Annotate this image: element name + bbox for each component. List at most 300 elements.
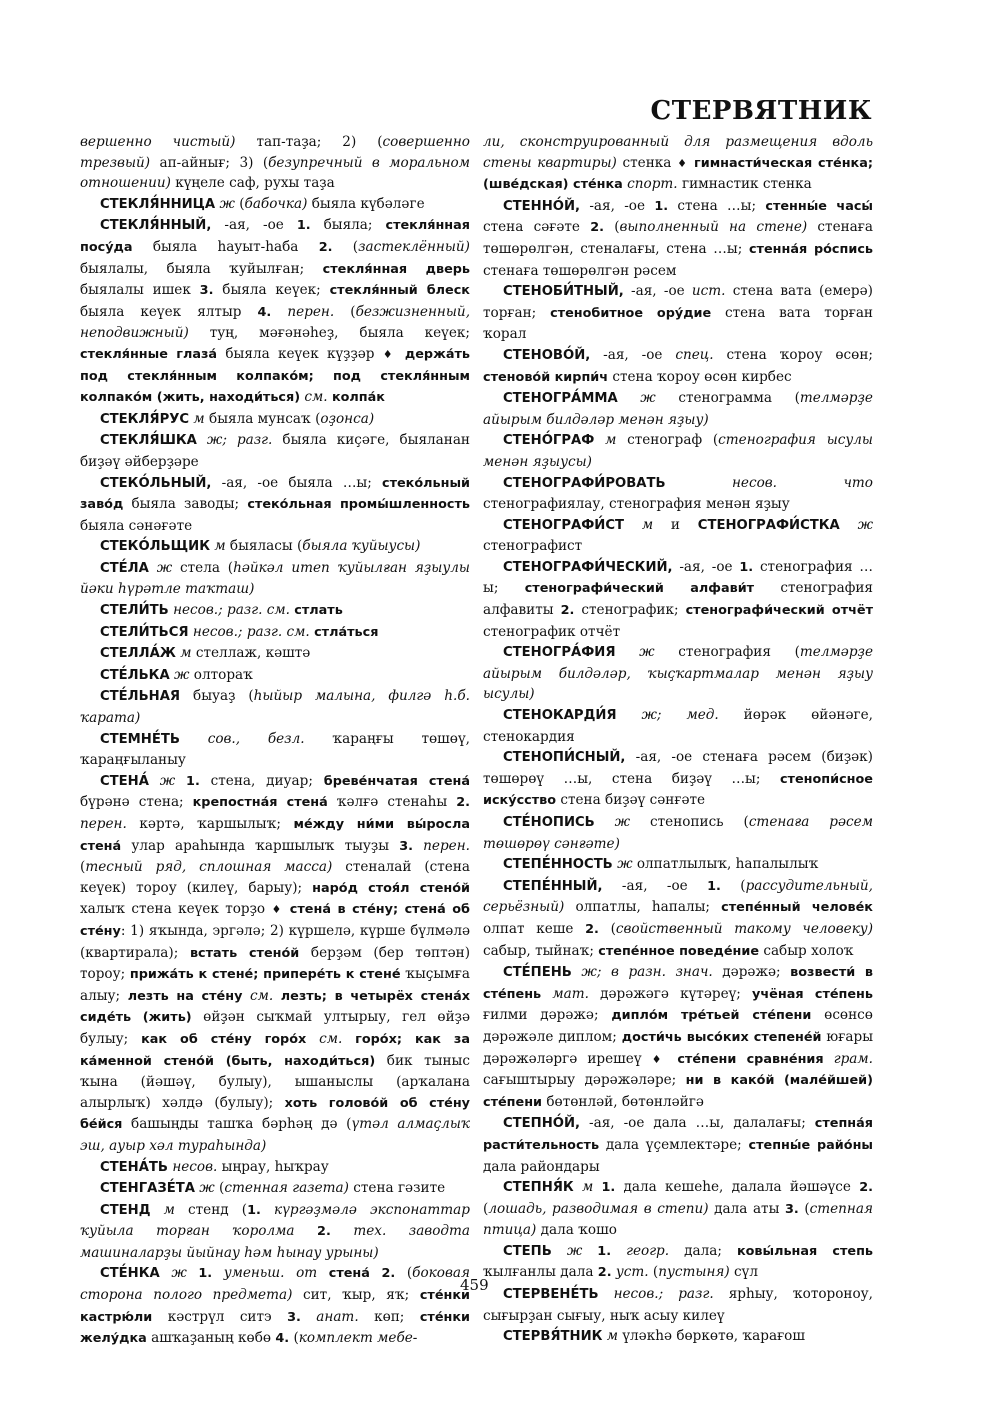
entry-headword: СТЕНГАЗЕ́ТА (100, 1181, 195, 1197)
bold-phrase: степе́нный челове́к (721, 900, 873, 916)
italic-gloss: ж (639, 644, 655, 661)
bold-phrase: 2. (590, 220, 604, 236)
entry-text: ( (648, 1264, 659, 1281)
entry-text (331, 1223, 354, 1239)
dictionary-entry (483, 430, 873, 472)
entry-text: -ая, -ое (623, 283, 692, 300)
entry-text (301, 1309, 316, 1325)
bold-phrase: стекля́нные глаза́ (80, 346, 218, 362)
entry-text (212, 1265, 224, 1281)
entry-text: быяла һауыт-һаба (132, 238, 319, 255)
italic-gloss: күргәҙмәлә экспонаттар ҡуйыла торған ҡоролма (80, 1201, 470, 1240)
entry-text: -ая, -ое (602, 877, 708, 894)
entry-text: башыңды ташҡа бәрһәң дә ( (122, 1116, 352, 1133)
entry-headword: СТЕНА́ТЬ (100, 1159, 168, 1175)
dictionary-entry (80, 729, 470, 771)
entry-text (197, 432, 207, 448)
italic-gloss: тех. заводта машиналарҙы йыйнау һәм һынау урыны) (80, 1223, 471, 1261)
italic-gloss: степная птица) (483, 1200, 873, 1239)
entry-text: ( (603, 219, 620, 236)
entry-text: стенаға төшөрөлгән рәсем (483, 262, 677, 279)
dictionary-entry (483, 747, 873, 812)
entry-text: халыҡ стена кеүек торҙо (80, 901, 272, 918)
entry-text: күңеле саф, рухы таҙа (170, 175, 335, 192)
bold-phrase: стекля́нная дверь (322, 261, 470, 277)
entry-text: стенаға төшөрөлгән, стеналағы, стена …ы; (483, 219, 873, 257)
entry-headword: СТЕРВЯ́ТНИК (503, 1329, 603, 1345)
entry-text: быяла күбәләге (307, 195, 425, 212)
italic-gloss: перен. (287, 303, 335, 320)
entry-text: юғары дәрәжәләргә ирешеү (483, 1028, 874, 1067)
bold-phrase: 1. (247, 1202, 261, 1218)
entry-text: ( (80, 859, 86, 876)
bold-phrase: сте́нки кастрю́ли (80, 1288, 470, 1325)
entry-text: көп; (358, 1308, 420, 1325)
entry-text (180, 731, 208, 747)
entry-headword: СТЕПЬ (503, 1243, 552, 1259)
entry-text: ( (483, 1200, 489, 1217)
entry-text: стена вата торған ҡорал (483, 304, 873, 343)
entry-text: быяласы ( (225, 538, 303, 555)
italic-gloss: м (641, 516, 654, 533)
entry-text: дала үҫемлектәре; (599, 1136, 749, 1153)
entry-text: ҡараңғы төшөү, ҡараңғыланыу (80, 730, 470, 769)
entry-text: и (653, 516, 698, 533)
dictionary-entry (483, 345, 873, 388)
entry-text: стенопись ( (630, 814, 749, 830)
italic-gloss: стенография ысулы менән яҙыусы) (483, 432, 873, 470)
italic-gloss: ж (199, 1180, 215, 1197)
bold-phrase: 3. (199, 283, 214, 299)
bold-phrase: бреве́нчатая стена́ (323, 773, 470, 789)
entry-headword: СТЕПЕ́ННЫЙ, (503, 878, 603, 894)
italic-gloss: ист. (691, 283, 726, 300)
entry-text (624, 517, 642, 533)
entry-text: стеллаж, кәштә (191, 645, 311, 662)
bold-phrase: колпа́к (331, 390, 385, 406)
entry-headword: СТЕНОВО́Й, (503, 347, 591, 363)
entry-text (552, 1243, 567, 1259)
bold-phrase: 1. (296, 218, 311, 234)
bold-phrase: хоть голово́й об сте́ну бе́йся (80, 1095, 471, 1133)
italic-gloss: һәйкәл итеп ҡуйылған яҙыулы йәки һүрәтле таҡташ) (80, 559, 470, 598)
bold-phrase: 3. (287, 1309, 301, 1325)
italic-gloss: ж (640, 390, 656, 407)
entry-text: ( (334, 303, 356, 320)
italic-gloss: застеклённый) (358, 238, 470, 255)
entry-text: быяла заводы; (123, 496, 248, 513)
entry-headword: СТЕНОГРАФИ́СТ (503, 517, 624, 533)
bold-phrase: стенографи́ческий отчёт (685, 603, 873, 619)
italic-gloss: безупречный в моральном отношении) (80, 154, 470, 192)
entry-text: олпатлы, һапалы; (564, 899, 722, 916)
entry-text: сит, ҡыр, яҡ; (292, 1287, 420, 1304)
entry-text (397, 346, 405, 362)
running-head: СТЕРВЯТНИК (650, 96, 872, 126)
entry-headword: СТЕНОКАРДИ́Я (503, 708, 617, 724)
entry-text (342, 1031, 355, 1047)
bold-phrase: стеко́льный заво́д (80, 475, 470, 513)
dictionary-entry (483, 281, 873, 345)
entry-headword: СТЕ́ЛА (100, 560, 149, 576)
italic-gloss: лошадь, разводимая в степи) (488, 1200, 709, 1217)
entry-text: дала кешеһе, далала йәшәүсе (615, 1179, 860, 1196)
bold-phrase: 1. (186, 773, 200, 789)
italic-gloss: см. (304, 389, 328, 406)
entry-text: быяла кеүек ялтыр (80, 303, 258, 320)
entry-text: сүл (729, 1264, 758, 1281)
entry-headword: СТЕКЛЯ́РУС (100, 411, 190, 427)
entry-text: гимнастик стенка (677, 176, 812, 193)
italic-gloss: ж (159, 772, 176, 789)
entry-text: стена биҙәү сәнғәте (556, 792, 706, 809)
italic-gloss: несов.; разг. см. (192, 623, 310, 640)
entry-text: -ая, -ое дала …ы, далалағы; (580, 1115, 815, 1132)
italic-gloss: перен. (80, 816, 127, 832)
entry-text: стена ҡороу өсөн; (713, 346, 873, 363)
dictionary-entry (80, 643, 470, 665)
dictionary-entry (80, 1263, 470, 1349)
italic-gloss: тесный ряд, сплошная масса) (85, 859, 333, 876)
italic-gloss: ж (156, 559, 173, 576)
entry-text: быяла киҫәге, быяланан биҙәү әйберҙәре (80, 432, 470, 470)
entry-headword: СТЕНОГРАФИ́СТКА (697, 517, 840, 533)
entry-headword: СТЕНД (100, 1202, 151, 1218)
entry-text: өсөнсө дәрәжәле диплом; (483, 1007, 873, 1045)
entry-text: олтораҡ (189, 666, 253, 683)
italic-gloss: перен. (423, 837, 470, 854)
bold-phrase: 1. (707, 878, 721, 894)
bold-phrase: 2. (560, 603, 575, 619)
bold-phrase: 3. (399, 838, 413, 854)
entry-text (413, 838, 423, 854)
dictionary-entry (483, 812, 873, 854)
entry-text: быялалы ишек (80, 282, 200, 299)
dictionary-entry (80, 409, 470, 431)
dictionary-entry (80, 1200, 470, 1264)
entry-text: -ая, -ое (590, 346, 676, 363)
bold-phrase: стена́ в сте́ну; стена́ об сте́ну (80, 902, 470, 939)
entry-text: ( (289, 1330, 299, 1347)
bold-phrase: 2. (859, 1180, 873, 1196)
italic-gloss: үтәл алмаҫлыҡ эш, ауыр хәл тураһында) (80, 1116, 470, 1154)
entry-text (150, 1202, 163, 1218)
entry-headword: СТЕНОГРА́ММА (503, 391, 618, 407)
entry-text: сағыштырыу дәрәжәләре; (483, 1072, 686, 1089)
entry-text: -ая, -ое стенаға рәсем (биҙәк) төшөрөү …ы, стена биҙәү …ы; (483, 749, 873, 787)
diamond-icon: ♦ (651, 1052, 668, 1066)
page-number: 459 (460, 1276, 489, 1294)
entry-headword: СТЕНО́ГРАФ (503, 433, 595, 449)
bold-phrase: стенопи́сное иску́сство (483, 771, 873, 809)
entry-text (370, 1265, 382, 1281)
entry-headword: СТЕ́НОПИСЬ (503, 815, 595, 830)
bold-phrase: ме́жду ни́ми вы́росла стена́ (80, 817, 470, 854)
entry-text: ярһыу, ҡотороноу, сығырҙан сығыу, ныҡ асыу килеү (483, 1286, 873, 1324)
entry-headword: СТЕ́ПЕНЬ (503, 965, 572, 981)
bold-phrase: наро́д стоя́л стено́й (312, 880, 471, 896)
bold-phrase: 2. (381, 1266, 396, 1282)
dictionary-entry (80, 665, 470, 687)
dictionary-entry (80, 686, 470, 728)
bold-phrase: степны́е райо́ны (748, 1137, 873, 1153)
entry-text (594, 432, 605, 448)
entry-text (824, 1051, 834, 1067)
bold-phrase: стенны́е часы́ (765, 198, 873, 214)
dictionary-entry (80, 771, 470, 1157)
italic-gloss: комплект мебе- (298, 1330, 418, 1347)
italic-gloss: рассудительный, серьёзный) (483, 877, 873, 916)
entry-text: : 1) яҡында, эргәлә; 2) күршелә, күрше бүлмәлә (квартирала); (80, 922, 470, 961)
italic-gloss: безжизненный, неподвижный) (80, 303, 471, 342)
bold-phrase: степна́я расти́тельность (483, 1116, 873, 1153)
italic-gloss: уст. (615, 1264, 649, 1281)
italic-gloss: һыйыр малына, филгә һ.б. ҡарата) (80, 688, 470, 727)
entry-text (149, 560, 157, 576)
entry-text: -ая, -ое (672, 558, 740, 575)
bold-phrase: горо́х; как за ка́менной стено́й (быть, находи́ться) (80, 1031, 470, 1069)
entry-text: быуаҙ ( (180, 688, 254, 705)
entry-text (599, 1286, 614, 1302)
italic-gloss: м (163, 1201, 175, 1218)
entry-text: быяла кеүек; (213, 282, 330, 299)
entry-headword: СТЕ́ЛЬКА (100, 667, 170, 683)
entry-text: кәстрүл ситэ (152, 1308, 288, 1325)
entry-headword: СТЕКО́ЛЬЩИК (100, 539, 210, 555)
italic-gloss: см. (249, 987, 274, 1004)
bold-phrase: стенобитное ору́дие (550, 305, 712, 321)
entry-text: стена …ы; (668, 197, 766, 214)
italic-gloss: несов. что (731, 474, 873, 491)
bold-phrase: 1. (654, 198, 669, 214)
bold-phrase: 1. (601, 1180, 616, 1196)
entry-text: дала; (669, 1242, 737, 1259)
entry-text: ҡәлғә стенаһы (327, 794, 457, 811)
entry-headword: СТЕЛИ́ТЬСЯ (100, 624, 189, 640)
italic-gloss: ж; в разн. знач. (581, 964, 713, 981)
bold-phrase: как об сте́ну горо́х (141, 1031, 307, 1047)
entry-text: стенографиялау, стенография менән яҙыу (483, 496, 790, 513)
bold-phrase: прижа́ть к стене́; припере́ть к стене́ (129, 967, 401, 983)
entry-text: быяла мунсаҡ ( (204, 410, 321, 427)
entry-headword: СТЕННО́Й, (503, 198, 581, 214)
italic-gloss: ж (171, 1265, 187, 1282)
entry-headword: СТЕНОГРА́ФИЯ (503, 645, 616, 661)
entry-headword: СТЕЛИ́ТЬ (100, 603, 169, 619)
entry-text (271, 304, 287, 320)
entry-text (582, 1243, 597, 1259)
entry-text: стенографик; (574, 602, 686, 619)
entry-text: дәрәжәгә күтәреү; (588, 985, 753, 1002)
dictionary-entry (483, 473, 873, 515)
entry-text: стена вата (емерә) торған; (483, 283, 873, 321)
entry-text (667, 1051, 677, 1067)
entry-text: бөтөнләй, бөтөнләйгә (542, 1093, 704, 1110)
entry-text: туң, мәғәнәһеҙ, быяла кеүек; (188, 325, 470, 342)
italic-gloss: грам. (833, 1050, 873, 1067)
entry-text: йөрәк өйәнәге, стенокардия (483, 707, 873, 745)
dictionary-entry (483, 196, 873, 281)
dictionary-entry (80, 536, 470, 558)
dictionary-entry (483, 1113, 873, 1177)
italic-gloss: м (214, 538, 226, 555)
diamond-icon: ♦ (271, 903, 284, 917)
entry-headword: СТЕЛЛА́Ж (100, 646, 176, 662)
left-column (80, 132, 470, 1350)
italic-gloss: мат. (552, 985, 589, 1002)
entry-text: тап-таҙа; 2) ( (235, 134, 383, 150)
entry-headword: СТЕПНО́Й, (503, 1116, 581, 1132)
entry-text (618, 390, 641, 406)
entry-text: ҡылғанлы дала (483, 1264, 598, 1281)
italic-gloss: несов.; разг. (613, 1286, 714, 1303)
entry-text: ( (332, 238, 359, 255)
entry-text: стенка (616, 154, 678, 171)
bold-phrase: стла́ться (314, 624, 379, 640)
dictionary-entry (80, 558, 470, 600)
italic-gloss: ж (614, 814, 631, 830)
entry-headword: СТЕНА́ (100, 773, 149, 789)
entry-text: өйҙән сыҡмай ултырыу, гел өйҙә булыу; (80, 1009, 470, 1047)
dictionary-entry (80, 473, 470, 537)
dictionary-entry (80, 132, 470, 194)
entry-text: ( (798, 1200, 810, 1217)
italic-gloss: стенаға рәсем төшөрөү сәнғәте) (483, 814, 873, 852)
entry-text: ( (598, 920, 616, 937)
entry-text: кәртә, ҡаршылыҡ; (126, 816, 294, 832)
entry-text: олпат кеше (483, 920, 586, 937)
entry-text: стена, диуар; (199, 772, 324, 789)
entry-text: быяла кеүек күҙҙәр (217, 345, 383, 362)
bold-phrase: 2. (317, 1224, 331, 1240)
entry-text: сабыр холоҡ (759, 942, 854, 959)
entry-headword: СТЕРВЕНЕ́ТЬ (503, 1287, 599, 1303)
italic-gloss: м (605, 432, 617, 449)
entry-text: олпатлылыҡ, һапалылыҡ (632, 856, 819, 873)
bold-phrase: стеко́льная промы́шленность (247, 497, 470, 513)
italic-gloss: свойственный такому человеку) (615, 920, 873, 937)
dictionary-entry (483, 515, 873, 557)
entry-headword: СТЕКЛЯ́ШКА (100, 433, 197, 449)
entry-headword: СТЕКО́ЛЬНЫЙ, (100, 475, 212, 491)
italic-gloss: геогр. (626, 1242, 670, 1259)
italic-gloss: выполненный на стене) (619, 219, 808, 236)
bold-phrase: 2. (597, 1265, 612, 1281)
entry-text: стенография …ы; (483, 558, 873, 597)
dictionary-entry (483, 642, 873, 705)
entry-text: стенографик отчёт (483, 623, 621, 640)
entry-headword: СТЕНОГРАФИ́ЧЕСКИЙ, (503, 559, 673, 575)
italic-gloss: оҙонса) (320, 410, 375, 427)
entry-text (617, 707, 642, 723)
entry-text (160, 1265, 172, 1281)
italic-gloss: ж (857, 516, 874, 533)
italic-gloss: спорт. (627, 176, 678, 193)
entry-text: ҡыҫымға алыу; (80, 966, 470, 1004)
entry-headword: СТЕНОПИ́СНЫЙ, (503, 750, 626, 766)
dictionary-entry (483, 388, 873, 430)
entry-text (317, 1265, 329, 1281)
bold-phrase: встать стено́й (189, 945, 300, 961)
entry-text: стеналай (стена кеүек) тороу (килеү, барыу); (80, 859, 470, 896)
entry-text: быяла сәнәғәте (80, 517, 193, 534)
bold-phrase: 2. (585, 921, 599, 937)
bold-phrase: 2. (318, 239, 333, 255)
bold-phrase: 2. (456, 795, 471, 811)
entry-headword: СТЕКЛЯ́ННИЦА (100, 196, 216, 212)
italic-gloss: спец. (675, 346, 714, 363)
italic-gloss: ж (219, 195, 235, 212)
dictionary-entry (80, 1157, 470, 1179)
entry-headword: СТЕПЕ́ННОСТЬ (503, 857, 613, 873)
entry-text (840, 517, 858, 533)
italic-gloss: ж (617, 856, 633, 873)
entry-text (595, 814, 615, 830)
entry-text (615, 644, 639, 660)
bold-phrase: стенографи́ческий алфави́т (524, 581, 755, 597)
entry-text: сабыр, тыйнаҡ; (483, 942, 599, 959)
italic-gloss: анат. (316, 1308, 359, 1325)
entry-text: -ая, -ое быяла …ы; (211, 474, 382, 491)
italic-gloss: несов.; разг. см. (173, 602, 290, 619)
italic-gloss: сов., безл. (207, 730, 305, 747)
bold-phrase: ни в како́й (мале́йшей) сте́пени (483, 1073, 873, 1110)
entry-headword: СТЕПНЯ́К (503, 1180, 574, 1196)
entry-headword: СТЕНОБИ́ТНЫЙ, (503, 284, 624, 300)
italic-gloss: м (180, 645, 192, 662)
entry-text: стенография ( (654, 644, 800, 661)
entry-text (574, 1179, 582, 1195)
dictionary-entry (80, 622, 470, 644)
entry-headword: СТЕНОГРАФИ́РОВАТЬ (503, 475, 666, 491)
dictionary-entry (80, 600, 470, 622)
entry-text (666, 475, 732, 491)
italic-gloss: пустыня) (658, 1264, 730, 1281)
entry-text: быяла; (310, 217, 386, 234)
dictionary-entry (483, 557, 873, 642)
italic-gloss: быяла ҡуйыусы) (302, 538, 421, 555)
bold-phrase: степе́нное поведе́ние (598, 943, 760, 959)
entry-text (242, 988, 250, 1004)
dictionary-entry (483, 1284, 873, 1326)
bold-phrase: стенна́я ро́спись (748, 241, 873, 257)
diamond-icon: ♦ (382, 347, 397, 361)
bold-phrase: сте́нки желу́дка (80, 1309, 471, 1347)
bold-phrase: стеново́й кирпи́ч (483, 369, 609, 385)
bold-phrase: 4. (257, 304, 272, 320)
entry-text: стела ( (172, 559, 234, 576)
entry-text: -ая, -ое (580, 197, 655, 214)
entry-text: ( (214, 1180, 225, 1197)
dictionary-entry (483, 962, 873, 1113)
bold-phrase: 1. (739, 559, 754, 575)
entry-headword: СТЕМНЕ́ТЬ (100, 731, 180, 747)
entry-text (541, 986, 552, 1002)
entry-text (295, 1223, 318, 1239)
italic-gloss: боковая сторона полого предмета) (80, 1265, 470, 1304)
entry-text: стенограмма ( (655, 390, 800, 407)
bold-phrase: крепостна́я стена́ (192, 795, 328, 811)
bold-phrase: лезть; в четырёх стена́х сиде́ть (жить) (80, 988, 471, 1026)
entry-text (175, 773, 186, 789)
bold-phrase: лезть на сте́ну (127, 988, 243, 1004)
dictionary-entry (483, 876, 873, 962)
italic-gloss: вершенно чистый) (80, 134, 236, 150)
entry-text: үләкһә бөркөтө, ҡарағош (618, 1328, 806, 1345)
diamond-icon: ♦ (677, 156, 689, 170)
bold-phrase: стекля́нный блеск (329, 283, 470, 299)
bold-phrase: гимнасти́ческая сте́нка; (шве́дская) сте́нка (483, 155, 873, 193)
